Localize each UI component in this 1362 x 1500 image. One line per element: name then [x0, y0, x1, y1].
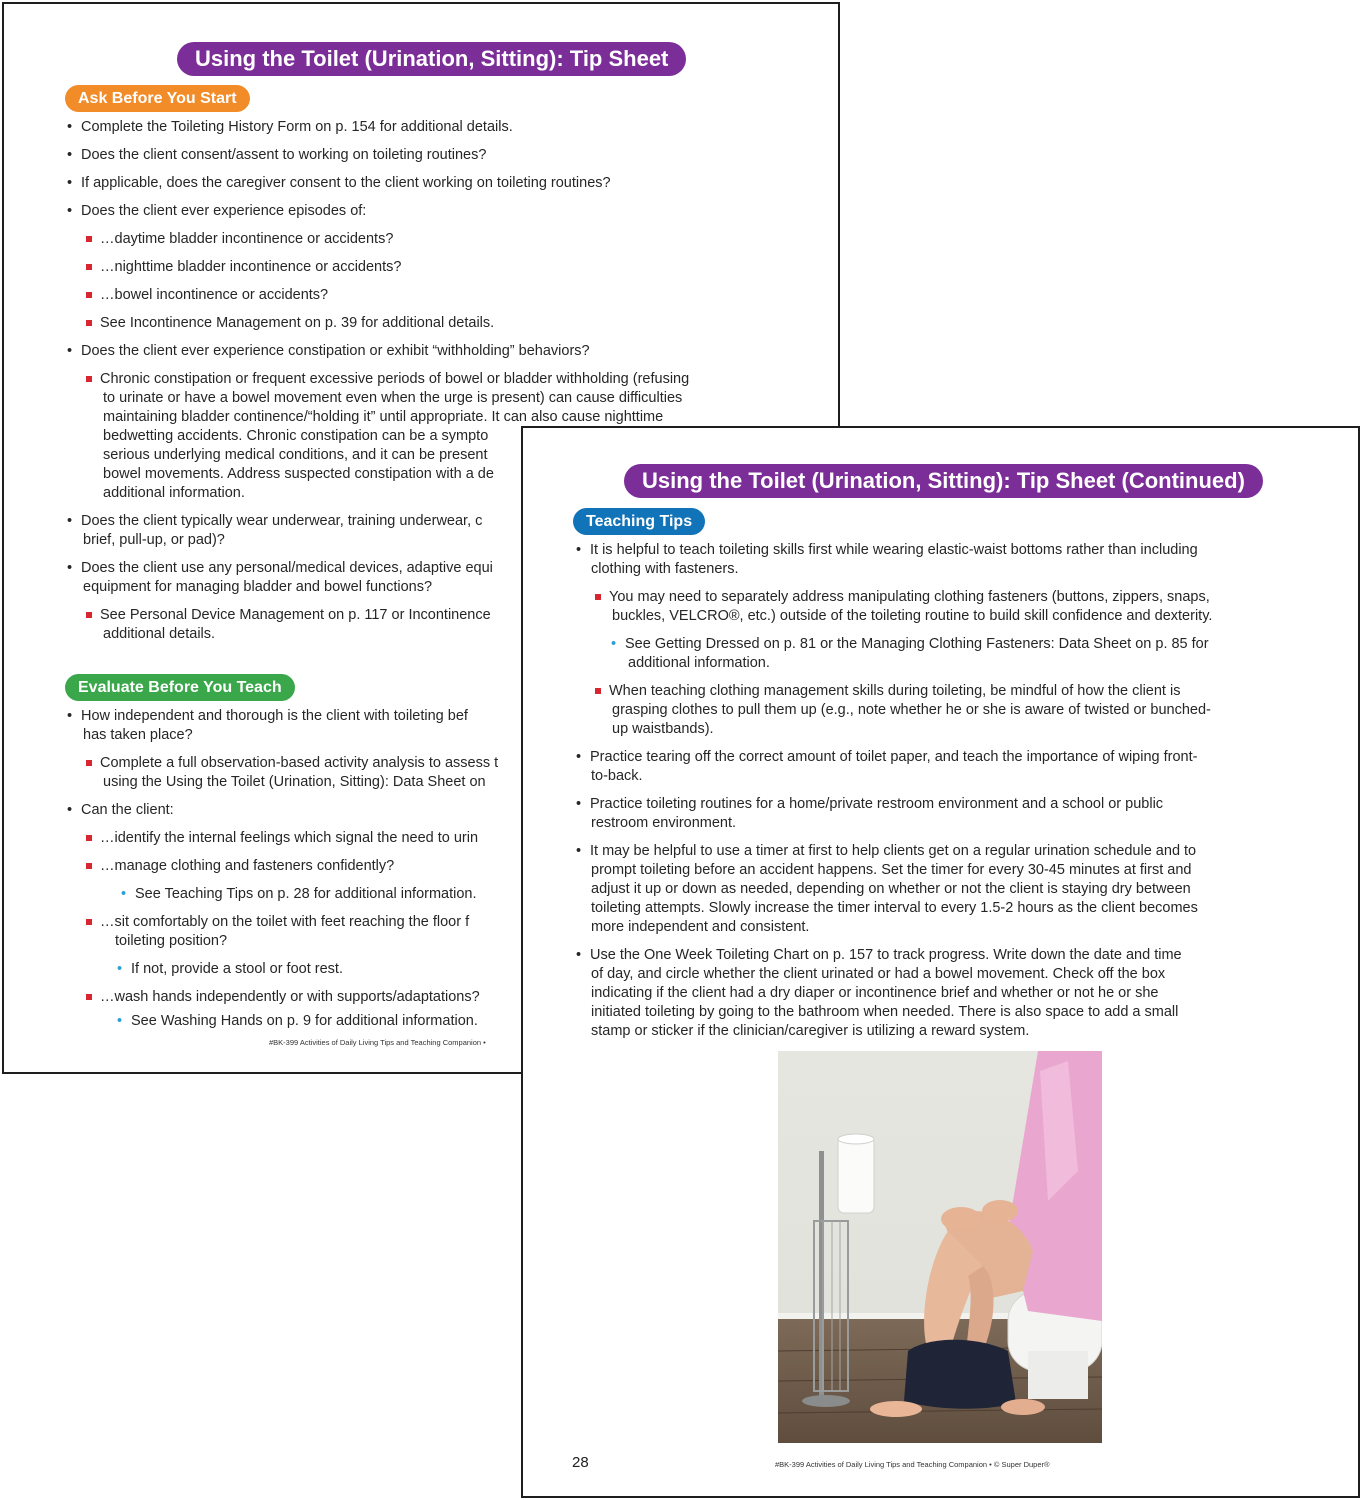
- list-item: …sit comfortably on the toilet with feet reaching the floor f: [100, 914, 470, 930]
- list-item-continuation: restroom environment.: [591, 815, 737, 831]
- toilet-photo-illustration: [778, 1051, 1102, 1443]
- list-item: • How independent and thorough is the client with toileting bef: [81, 707, 468, 726]
- list-item: • Practice tearing off the correct amount of toilet paper, and teach the importance of wiping front-: [590, 748, 1197, 767]
- toilet-photo: [778, 1051, 1102, 1443]
- list-item-continuation: clothing with fasteners.: [591, 561, 739, 577]
- list-item-continuation: maintaining bladder continence/“holding it” until appropriate. It can also cause nighttime: [103, 409, 664, 425]
- list-item: • It is helpful to teach toileting skills first while wearing elastic-waist bottoms rather than including: [590, 541, 1198, 560]
- list-item-continuation: initiated toileting by going to the bathroom when needed. There is also space to add a small: [591, 1004, 1179, 1020]
- list-item-continuation: using the Using the Toilet (Urination, Sitting): Data Sheet on: [103, 774, 486, 790]
- section-teaching-tips: Teaching Tips: [573, 508, 705, 535]
- list-item-continuation: indicating if the client had a dry diaper or incontinence brief and whether or not he or she: [591, 985, 1159, 1001]
- list-item: • Does the client ever experience episodes of:: [81, 202, 366, 221]
- list-item: • Can the client:: [81, 801, 174, 820]
- list-item-continuation: serious underlying medical conditions, and it can be present: [103, 447, 488, 463]
- list-item: • Does the client ever experience constipation or exhibit “withholding” behaviors?: [81, 342, 590, 361]
- list-item: • See Getting Dressed on p. 81 or the Managing Clothing Fasteners: Data Sheet on p. 85 for: [625, 635, 1209, 654]
- page-title: Using the Toilet (Urination, Sitting): Tip Sheet: [177, 42, 686, 76]
- list-item-continuation: has taken place?: [83, 727, 193, 743]
- list-item: …bowel incontinence or accidents?: [100, 287, 329, 303]
- list-item-continuation: to-back.: [591, 768, 643, 784]
- list-item-continuation: to urinate or have a bowel movement even when the urge is present) can cause difficulties: [103, 390, 683, 406]
- list-item-continuation: additional details.: [103, 626, 216, 642]
- list-item-continuation: toileting position?: [115, 933, 228, 949]
- list-item: Chronic constipation or frequent excessive periods of bowel or bladder withholding (refusing: [100, 371, 690, 387]
- page-footer: #BK-399 Activities of Daily Living Tips and Teaching Companion • © Super Duper®: [775, 1460, 1050, 1469]
- section-ask-before-you-start: Ask Before You Start: [65, 85, 250, 112]
- list-item-continuation: additional information.: [103, 485, 245, 501]
- list-item-continuation: prompt toileting before an accident happens. Set the timer for every 30-45 minutes at first and: [591, 862, 1192, 878]
- list-item: • Does the client use any personal/medical devices, adaptive equi: [81, 559, 493, 578]
- list-item-continuation: bedwetting accidents. Chronic constipation can be a sympto: [103, 428, 489, 444]
- list-item-continuation: more independent and consistent.: [591, 919, 810, 935]
- list-item-continuation: brief, pull-up, or pad)?: [83, 532, 225, 548]
- list-item-continuation: bowel movements. Address suspected constipation with a de: [103, 466, 494, 482]
- page-tip-sheet-continued: [521, 426, 1360, 1498]
- page-footer: #BK-399 Activities of Daily Living Tips and Teaching Companion •: [269, 1038, 486, 1047]
- list-item: Complete a full observation-based activity analysis to assess t: [100, 755, 499, 771]
- list-item-continuation: stamp or sticker if the clinician/caregiver is utilizing a reward system.: [591, 1023, 1030, 1039]
- page-title: Using the Toilet (Urination, Sitting): Tip Sheet (Continued): [624, 464, 1263, 498]
- list-item-continuation: up waistbands).: [612, 721, 714, 737]
- section-evaluate-before-you-teach: Evaluate Before You Teach: [65, 674, 295, 701]
- list-item: • See Teaching Tips on p. 28 for additional information.: [135, 885, 477, 904]
- list-item-continuation: additional information.: [628, 655, 770, 671]
- list-item: • If applicable, does the caregiver consent to the client working on toileting routines?: [81, 174, 611, 193]
- list-item: See Incontinence Management on p. 39 for additional details.: [100, 315, 495, 331]
- list-item-continuation: equipment for managing bladder and bowel functions?: [83, 579, 433, 595]
- list-item: • Use the One Week Toileting Chart on p. 157 to track progress. Write down the date and time: [590, 946, 1182, 965]
- list-item: You may need to separately address manipulating clothing fasteners (buttons, zippers, snaps,: [609, 589, 1210, 605]
- list-item: …manage clothing and fasteners confidently?: [100, 858, 395, 874]
- list-item: • See Washing Hands on p. 9 for additional information.: [131, 1012, 478, 1031]
- list-item: …wash hands independently or with supports/adaptations?: [100, 989, 480, 1005]
- list-item: …identify the internal feelings which signal the need to urin: [100, 830, 479, 846]
- list-item: • Does the client consent/assent to working on toileting routines?: [81, 146, 486, 165]
- list-item-continuation: of day, and circle whether the client urinated or had a bowel movement. Check off the box: [591, 966, 1166, 982]
- list-item-continuation: toileting attempts. Slowly increase the timer interval to every 1.5-2 hours as the client becomes: [591, 900, 1198, 916]
- list-item-continuation: adjust it up or down as needed, depending on whether or not the client is staying dry between: [591, 881, 1191, 897]
- list-item: • Complete the Toileting History Form on p. 154 for additional details.: [81, 118, 513, 137]
- list-item: See Personal Device Management on p. 117 or Incontinence: [100, 607, 491, 623]
- list-item: • Practice toileting routines for a home/private restroom environment and a school or public: [590, 795, 1163, 814]
- list-item: • It may be helpful to use a timer at first to help clients get on a regular urination schedule and to: [590, 842, 1196, 861]
- list-item: When teaching clothing management skills during toileting, be mindful of how the client is: [609, 683, 1181, 699]
- list-item: …nighttime bladder incontinence or accidents?: [100, 259, 402, 275]
- page-number: 28: [572, 1454, 589, 1471]
- list-item: …daytime bladder incontinence or accidents?: [100, 231, 394, 247]
- list-item: • Does the client typically wear underwear, training underwear, c: [81, 512, 482, 531]
- list-item-continuation: buckles, VELCRO®, etc.) outside of the toileting routine to build skill confidence and dexterity.: [612, 608, 1213, 624]
- list-item-continuation: grasping clothes to pull them up (e.g., note whether he or she is aware of twisted or bunched-: [612, 702, 1211, 718]
- list-item: • If not, provide a stool or foot rest.: [131, 960, 343, 979]
